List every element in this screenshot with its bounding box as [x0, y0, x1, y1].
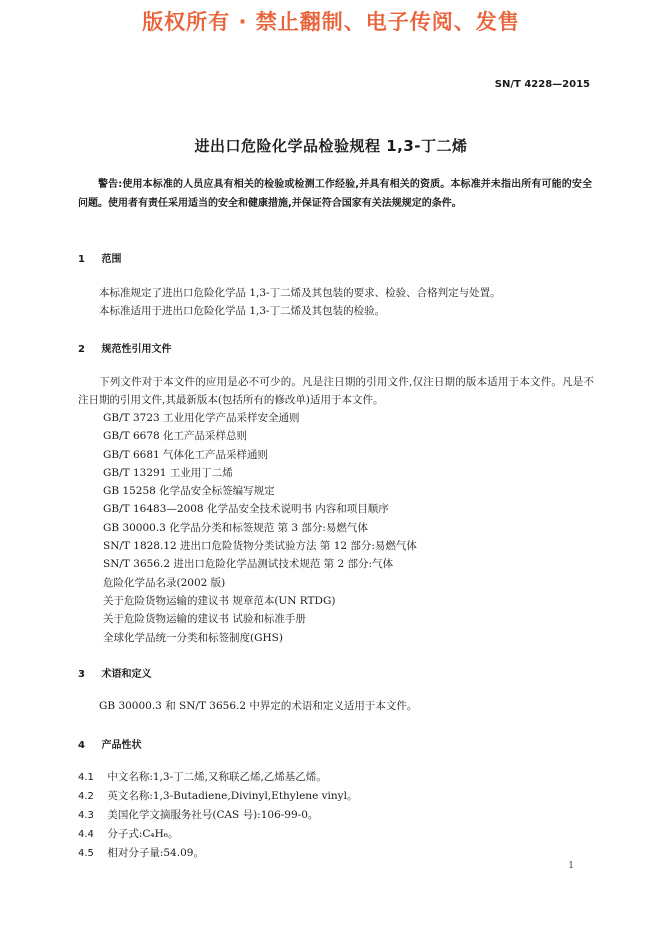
clause-number: 4.4 — [78, 829, 94, 840]
copyright-watermark: 版权所有 · 禁止翻制、电子传阅、发售 — [142, 10, 520, 34]
clause-text: 相对分子量:54.09。 — [107, 847, 204, 859]
section-title: 术语和定义 — [101, 669, 152, 680]
section-3-paragraph: GB 30000.3 和 SN/T 3656.2 中界定的术语和定义适用于本文件。 — [99, 700, 418, 712]
section-number: 2 — [78, 344, 85, 355]
section-1-paragraph: 本标准规定了进出口危险化学品 1,3-丁二烯及其包装的要求、检验、合格判定与处置。 — [99, 287, 501, 299]
clause-item — [78, 844, 357, 863]
section-title: 范围 — [101, 254, 122, 265]
product-property-list — [78, 768, 357, 863]
clause-item — [78, 787, 357, 806]
section-number: 1 — [78, 254, 85, 265]
reference-item: GB 15258 化学品安全标签编写规定 — [103, 485, 275, 498]
section-4-heading — [78, 736, 141, 751]
section-2-intro: 下列文件对于本文件的应用是必不可少的。凡是注日期的引用文件,仅注日期的版本适用于本文件。凡是不注日期的引用文件,其最新版本(包括所有的修改单)适用于本文件。 — [78, 376, 594, 406]
reference-item: GB/T 13291 工业用丁二烯 — [103, 466, 233, 479]
clause-item — [78, 768, 357, 787]
clause-number: 4.2 — [78, 791, 94, 802]
section-title: 规范性引用文件 — [101, 344, 172, 355]
section-1-heading — [78, 250, 121, 265]
clause-item — [78, 825, 357, 844]
clause-number: 4.1 — [78, 772, 94, 783]
reference-item: GB/T 16483—2008 化学品安全技术说明书 内容和项目顺序 — [103, 503, 389, 516]
normative-reference-list — [103, 409, 417, 647]
reference-item: GB 30000.3 化学品分类和标签规范 第 3 部分:易燃气体 — [103, 521, 368, 534]
page-number: 1 — [568, 861, 574, 871]
reference-item: GB/T 3723 工业用化学产品采样安全通则 — [103, 412, 300, 424]
clause-text: 英文名称:1,3-Butadiene,Divinyl,Ethylene vinyl。 — [107, 790, 358, 802]
section-number: 3 — [78, 669, 85, 680]
standard-number: SN/T 4228—2015 — [494, 79, 590, 90]
clause-number: 4.3 — [78, 810, 94, 821]
section-title: 产品性状 — [101, 740, 142, 751]
reference-item: GB/T 6681 气体化工产品采样通则 — [103, 448, 269, 461]
clause-item — [78, 806, 357, 825]
clause-text: 美国化学文摘服务社号(CAS 号):106-99-0。 — [107, 809, 319, 821]
document-title: 进出口危险化学品检验规程 1,3-丁二烯 — [194, 137, 468, 155]
section-1-paragraph: 本标准适用于进出口危险化学品 1,3-丁二烯及其包装的检验。 — [99, 305, 386, 317]
clause-number: 4.5 — [78, 848, 94, 859]
reference-item: GB/T 6678 化工产品采样总则 — [103, 430, 248, 443]
clause-text: 分子式:C₄H₆。 — [107, 828, 179, 840]
warning-notice: 警告:使用本标准的人员应具有相关的检验或检测工作经验,并具有相关的资质。本标准并未指出所有可能的安全问题。使用者有责任采用适当的安全和健康措施,并保证符合国家有关法规规定的条件。 — [78, 179, 592, 209]
section-number: 4 — [78, 740, 85, 751]
section-2-heading — [78, 340, 171, 355]
reference-item: SN/T 1828.12 进出口危险货物分类试验方法 第 12 部分:易燃气体 — [103, 540, 417, 553]
section-3-heading — [78, 665, 151, 680]
reference-item: 关于危险货物运输的建议书 规章范本(UN RTDG) — [103, 594, 336, 607]
reference-item: 危险化学品名录(2002 版) — [103, 576, 226, 589]
clause-text: 中文名称:1,3-丁二烯,又称联乙烯,乙烯基乙烯。 — [107, 771, 327, 783]
reference-item: SN/T 3656.2 进出口危险化学品测试技术规范 第 2 部分:气体 — [103, 558, 394, 571]
reference-item: 全球化学品统一分类和标签制度(GHS) — [103, 631, 283, 644]
reference-item: 关于危险货物运输的建议书 试验和标准手册 — [103, 613, 306, 626]
